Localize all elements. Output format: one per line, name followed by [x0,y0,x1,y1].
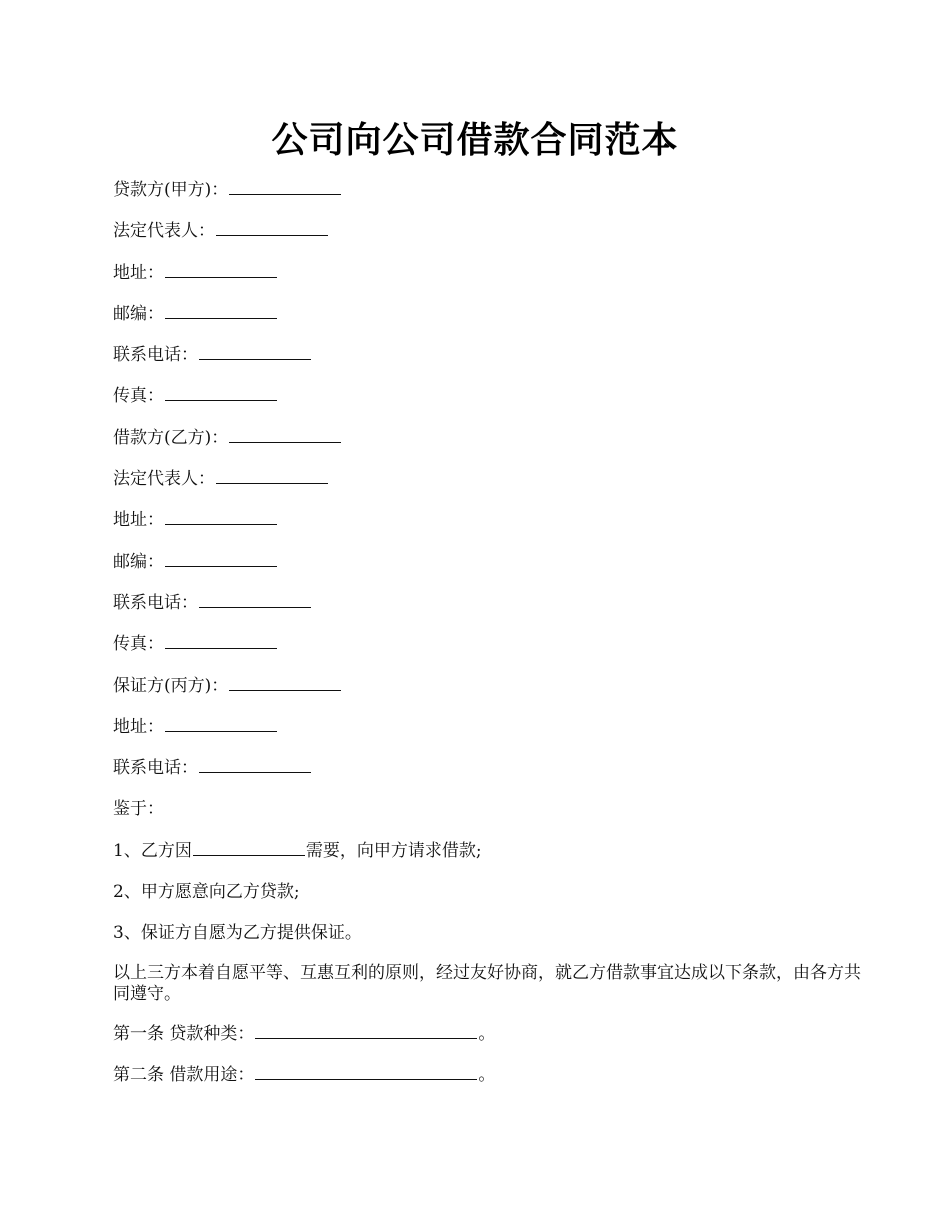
borrower-address-label: 地址： [113,510,164,531]
document-title: 公司向公司借款合同范本 [271,119,679,161]
guarantor-phone-line [113,756,863,780]
article-1-line [113,1022,863,1046]
borrower-postcode-label: 邮编： [113,551,164,572]
lender-postcode-blank [165,304,277,319]
lender-rep-line [113,219,863,243]
lender-fax-line [113,384,863,408]
whereas-item-1-prefix: 1、乙方因 [113,840,192,861]
guarantor-address-line [113,715,863,739]
lender-phone-line [113,343,863,367]
guarantor-blank [229,676,341,691]
lender-fax-blank [165,386,277,401]
guarantor-address-label: 地址： [113,716,164,737]
whereas-item-1-suffix: 需要，向甲方请求借款; [305,840,482,861]
article-2-period: 。 [478,1064,496,1085]
borrower-label: 借款方(乙方)： [113,427,229,448]
borrower-line [113,426,863,450]
lender-address-label: 地址： [113,262,164,283]
article-1-label: 第一条 贷款种类： [113,1023,255,1044]
borrower-phone-label: 联系电话： [113,592,198,613]
lender-rep-blank [216,221,328,236]
lender-phone-label: 联系电话： [113,345,198,366]
borrower-fax-line [113,632,863,656]
whereas-heading: 鉴于： [113,799,164,820]
lender-fax-label: 传真： [113,386,164,407]
lender-phone-blank [199,345,311,360]
borrower-fax-blank [165,634,277,649]
borrower-address-blank [165,510,277,525]
whereas-item-3: 3、保证方自愿为乙方提供保证。 [113,923,362,944]
guarantor-phone-label: 联系电话： [113,758,198,779]
whereas-item-1-blank [193,841,305,856]
guarantor-phone-blank [199,758,311,773]
guarantor-address-blank [165,717,277,732]
lender-address-blank [165,263,277,278]
whereas-item-2: 2、甲方愿意向乙方贷款; [113,882,300,903]
lender-line [113,178,863,202]
lender-rep-label: 法定代表人： [113,221,215,242]
borrower-blank [229,428,341,443]
borrower-rep-blank [216,469,328,484]
borrower-postcode-blank [165,552,277,567]
article-1-blank [255,1024,477,1039]
document-body [113,178,863,1104]
borrower-postcode-line [113,550,863,574]
borrower-phone-line [113,591,863,615]
borrower-rep-line [113,467,863,491]
lender-label: 贷款方(甲方)： [113,180,229,200]
borrower-rep-label: 法定代表人： [113,469,215,490]
whereas-item-1 [113,839,863,863]
lender-blank [229,180,341,195]
article-2-blank [255,1065,477,1080]
guarantor-label: 保证方(丙方)： [113,675,229,696]
article-1-period: 。 [478,1023,496,1044]
agreement-paragraph: 以上三方本着自愿平等、互惠互利的原则，经过友好协商，就乙方借款事宜达成以下条款，由各方共同遵守。 [113,962,861,1004]
borrower-phone-blank [199,593,311,608]
lender-postcode-label: 邮编： [113,303,164,324]
article-2-line [113,1063,863,1087]
borrower-fax-label: 传真： [113,634,164,655]
lender-address-line [113,261,863,285]
guarantor-line [113,674,863,698]
lender-postcode-line [113,302,863,326]
article-2-label: 第二条 借款用途： [113,1064,255,1085]
borrower-address-line [113,508,863,532]
